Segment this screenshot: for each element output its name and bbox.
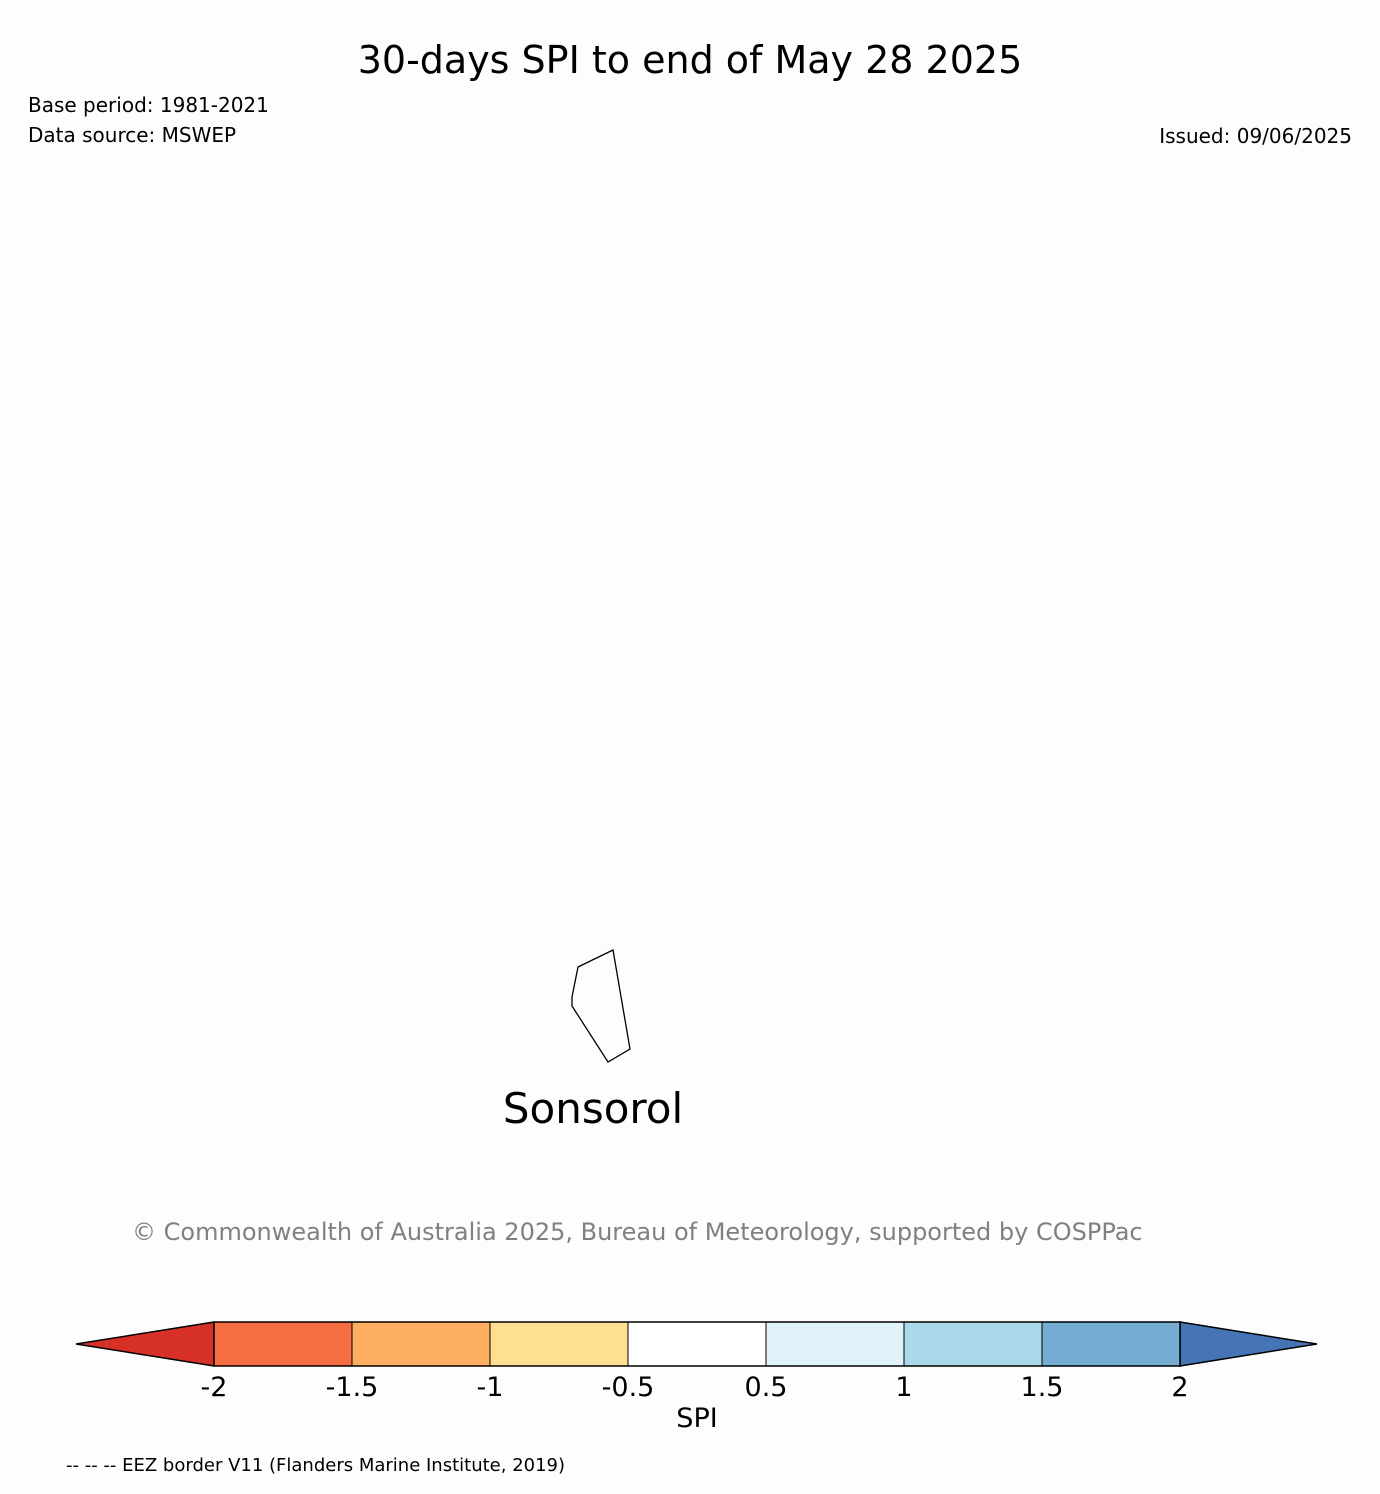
island-label: Sonsorol <box>502 1084 684 1133</box>
data-source-text: Data source: MSWEP <box>28 123 237 147</box>
colorbar-bin <box>904 1322 1042 1366</box>
colorbar-under-extension <box>76 1322 214 1366</box>
colorbar-bin <box>490 1322 628 1366</box>
colorbar-bin <box>214 1322 352 1366</box>
colorbar-tick-label: 2 <box>1171 1372 1189 1403</box>
colorbar <box>0 1300 1380 1380</box>
colorbar-tick-label: -0.5 <box>601 1372 655 1403</box>
map-title: 30-days SPI to end of May 28 2025 <box>357 38 1023 82</box>
colorbar-bin <box>628 1322 766 1366</box>
colorbar-tick-label: -2 <box>200 1372 228 1403</box>
base-period-text: Base period: 1981-2021 <box>28 93 269 117</box>
issued-date: Issued: 09/06/2025 <box>1159 124 1352 148</box>
colorbar-bin <box>766 1322 904 1366</box>
island-outline <box>572 950 630 1062</box>
colorbar-tick-label: 1 <box>895 1372 913 1403</box>
colorbar-axis-label: SPI <box>676 1403 718 1434</box>
colorbar-bin <box>1042 1322 1180 1366</box>
eez-border-note: -- -- -- EEZ border V11 (Flanders Marine Institute, 2019) <box>66 1455 566 1476</box>
colorbar-over-extension <box>1180 1322 1317 1366</box>
colorbar-bin <box>352 1322 490 1366</box>
copyright-text: © Commonwealth of Australia 2025, Bureau of Meteorology, supported by COSPPac <box>132 1218 1143 1246</box>
colorbar-tick-label: 0.5 <box>744 1372 788 1403</box>
colorbar-tick-label: -1 <box>476 1372 504 1403</box>
colorbar-tick-label: 1.5 <box>1020 1372 1064 1403</box>
colorbar-tick-label: -1.5 <box>325 1372 379 1403</box>
